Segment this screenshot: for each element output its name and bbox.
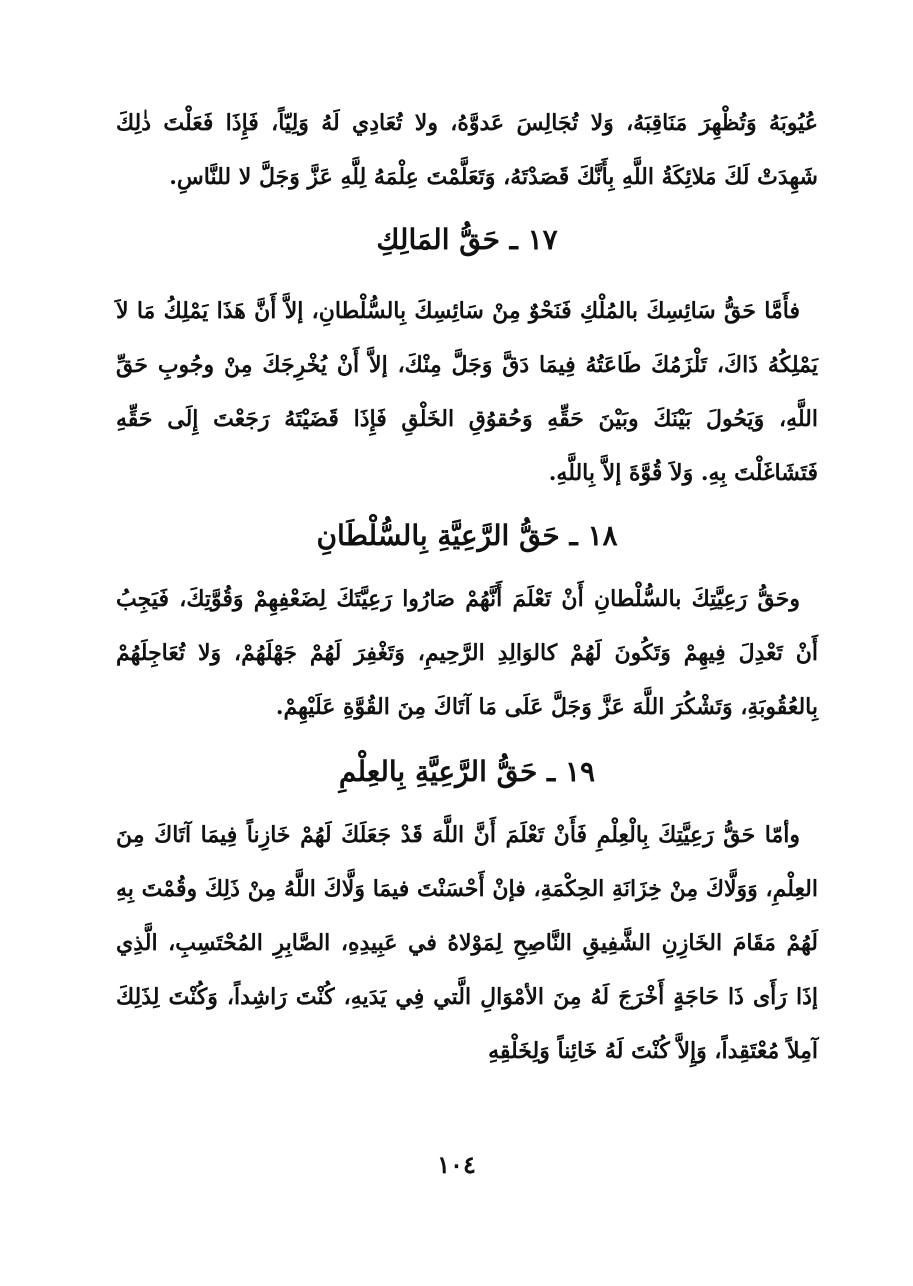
section-18-paragraph: وحَقُّ رَعِيَّتِكَ بالسُّلْطانِ أَنْ تَعْلَمَ أَنَّهُمْ صَارُوا رَعِيَّتَكَ لِضَعْفِهِمْ وَقُوَّتِكَ، فَيَجِبُ أَنْ تَعْدِلَ فِيهِمْ وَتَكُونَ لَهُمْ كالوَالِدِ الرَّحِيمِ، وَتَغْفِرَ لَهُمْ جَهْلَهُمْ، وَلا تُعَاجِلَهُمْ بِالعُقُوبَةِ، وَتَشْكُرَ اللَّهَ عَزَّ وَجَلَّ عَلَى مَا آتَاكَ مِنَ القُوَّةِ عَلَيْهِمْ. [116, 586, 818, 720]
section-19-heading: ١٩ ـ حَقُّ الرَّعِيَّةِ بِالعِلْمِ [338, 755, 596, 788]
section-17-heading: ١٧ ـ حَقُّ المَالِكِ [376, 223, 558, 256]
page-body [116, 96, 818, 1078]
section-18-heading: ١٨ ـ حَقُّ الرَّعِيَّةِ بِالسُّلْطَانِ [316, 519, 618, 552]
section-19-paragraph: وأمّا حَقُّ رَعِيَّتِكَ بِالْعِلْمِ فَأَنْ تَعْلَمَ أَنَّ اللَّهَ قَدْ جَعَلَكَ لَهُمْ خَازِناً فِيمَا آتَاكَ مِنَ العِلْمِ، وَوَلَّاكَ مِنْ خِزَانَةِ الحِكْمَةِ، فإنْ أَحْسَنْتَ فيمَا وَلَّاكَ اللَّهُ مِنْ ذَلِكَ وقُمْتَ بِهِ لَهُمْ مَقَامَ الخَازِنِ الشَّفِيقِ النَّاصِحِ لِمَوْلاهُ في عَبِيدِهِ، الصَّابِرِ المُحْتَسِبِ، الَّذِي إذَا رَأَى ذَا حَاجَةٍ أَخْرَجَ لَهُ مِنَ الأمْوَالِ الَّتي فِي يَدَيهِ، كُنْتَ رَاشِداً، وَكُنْتَ لِذَلِكَ آمِلاً مُعْتَقِداً، وَإِلاَّ كُنْتَ لَهُ خَائِناً وَلِخَلْقِهِ [116, 822, 818, 1064]
section-17-paragraph: فأَمَّا حَقُّ سَائِسِكَ بالمُلْكِ فَنَحْوٌ مِنْ سَائِسِكَ بِالسُّلْطانِ، إلاَّ أَنَّ هَذَا يَمْلِكُ مَا لاَ يَمْلِكُهُ ذَاكَ، تَلْزَمُكَ طَاعَتُهُ فِيمَا دَقَّ وَجَلَّ مِنْكَ، إلاَّ أَنْ يُخْرِجَكَ مِنْ وجُوبِ حَقِّ اللَّهِ، وَيَحُولَ بَيْنَكَ وبَيْنَ حَقِّهِ وَحُقوُقِ الخَلْقِ فَإِذَا قَضَيْتَهُ رَجَعْتَ إِلَى حَقِّهِ فَتَشَاغَلْتَ بِهِ. وَلاَ قُوَّةَ إلاَّ بِاللَّهِ. [116, 298, 818, 486]
page-number: ١٠٤ [437, 1150, 476, 1179]
intro-paragraph: عُيُوبَهُ وَتُظْهِرَ مَنَاقِبَهُ، وَلا تُجَالِسَ عَدوَّهُ، ولا تُعَادِي لَهُ وَلِيّاً، فَإِذَا فَعَلْتَ ذٰلِكَ شَهِدَتْ لَكَ مَلائِكَةُ اللَّهِ بِأَنَّكَ قَصَدْتَهُ، وَتَعَلَّمْتَ عِلْمَهُ لِلَّهِ عَزَّ وَجَلَّ لا للنَّاسِ. [116, 110, 818, 190]
